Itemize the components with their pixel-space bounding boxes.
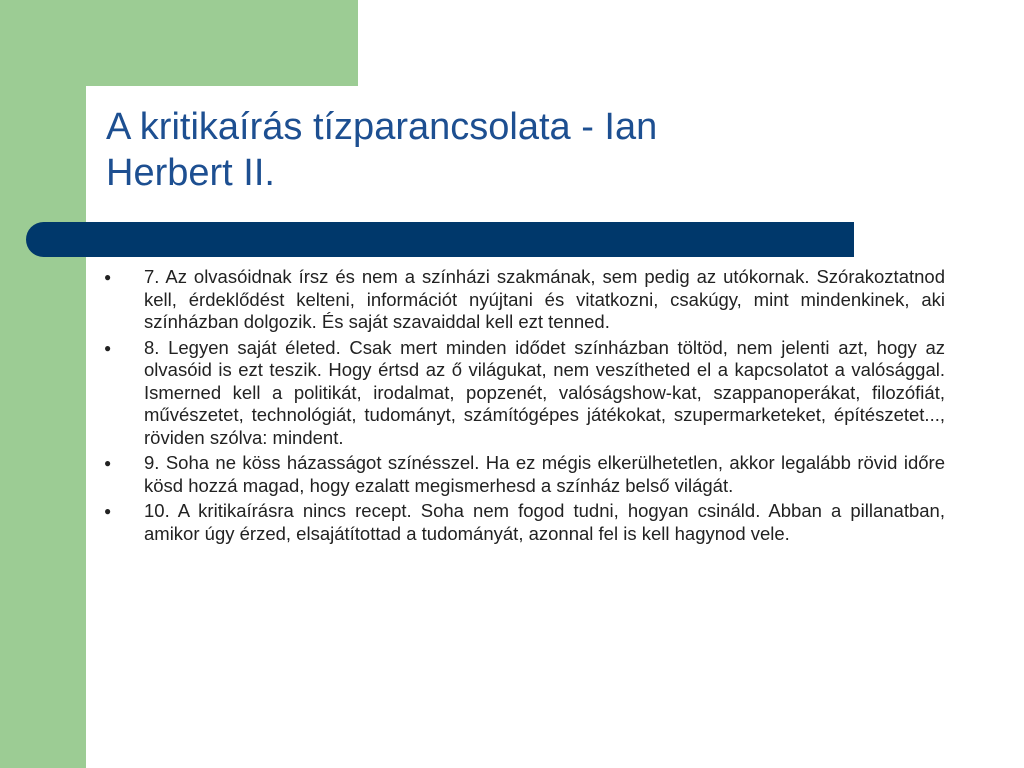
bullet-icon: ● bbox=[104, 340, 112, 355]
bullet-list bbox=[104, 266, 945, 548]
bullet-icon: ● bbox=[104, 504, 112, 518]
title-rule-bar bbox=[26, 222, 854, 257]
title-line-2: Herbert II. bbox=[106, 152, 275, 194]
list-item-9 bbox=[104, 452, 945, 497]
bullet-icon: ● bbox=[104, 456, 112, 470]
list-item-text: 10. A kritikaírásra nincs recept. Soha nem fogod tudni, hogyan csináld. Abban a pillanatban, amikor úgy érzed, elsajátítottad a tudományát, azonnal fel is kell hagynod vele. bbox=[144, 500, 945, 544]
list-item-10 bbox=[104, 500, 945, 545]
slide-title bbox=[106, 104, 866, 196]
list-item-text: 8. Legyen saját életed. Csak mert minden idődet színházban töltöd, nem jelenti azt, hogy az olvasóid is ezt teszik. Hogy értsd az ő világukat, nem veszítheted el a kapcsolatot a valósággal. Ismerned kell a politikát, irodalmat, popzenét, valóságshow-kat, szappanoperákat, filozófiát, művészetet, technológiát, tudományt, számítógépes játékokat, szupermarketeket, építészetet..., röviden szólva: mindent. bbox=[144, 336, 945, 448]
bullet-icon: ● bbox=[104, 270, 112, 284]
list-item-7 bbox=[104, 266, 945, 334]
list-item-text: 7. Az olvasóidnak írsz és nem a színházi szakmának, sem pedig az utókornak. Szórakoztatnod kell, érdeklődést kelteni, információt nyújtani és vitatkozni, csakúgy, mint mindenkinek, aki színházban dolgozik. És saját szavaiddal kell ezt tenned. bbox=[144, 266, 945, 332]
green-top-band bbox=[0, 0, 358, 86]
title-line-1: A kritikaírás tízparancsolata - Ian bbox=[106, 106, 658, 148]
list-item-8 bbox=[104, 337, 945, 450]
green-left-band bbox=[0, 0, 86, 768]
list-item-text: 9. Soha ne köss házasságot színésszel. Ha ez mégis elkerülhetetlen, akkor legalább rövid időre kösd hozzá magad, hogy ezalatt megismerhesd a színház belső világát. bbox=[144, 452, 945, 496]
